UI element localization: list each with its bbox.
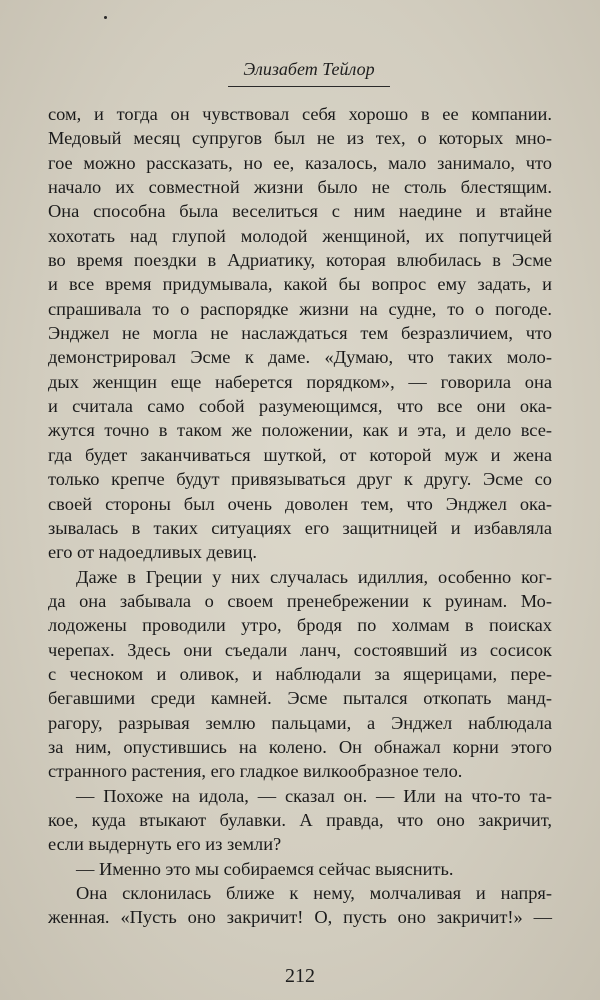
text-line: рагору, разрывая землю пальцами, а Энджел наблюдала xyxy=(48,712,552,733)
text-line: дых женщин еще наберется порядком», — говорила она xyxy=(48,371,552,392)
text-line: если выдернуть его из земли? xyxy=(48,834,282,855)
text-line: Даже в Греции у них случалась идиллия, особенно ког- xyxy=(76,566,552,587)
text-line: бегавшими среди камней. Эсме пытался откопать манд- xyxy=(48,688,552,709)
running-header: Элизабет Тейлор xyxy=(243,59,375,79)
text-line: — Именно это мы собираемся сейчас выяснить. xyxy=(76,858,454,879)
text-line: только крепче будут привязываться друг к другу. Эсме со xyxy=(48,469,552,490)
text-line: зывалась в таких ситуациях его защитницей и избавляла xyxy=(48,517,552,538)
text-line: странного растения, его гладкое вилкообразное тело. xyxy=(48,761,463,782)
text-line: женная. «Пусть оно закричит! О, пусть оно закричит!» — xyxy=(48,907,552,928)
text-line: Она склонилась ближе к нему, молчаливая и напря- xyxy=(76,883,552,903)
text-line: начало их совместной жизни было не столь блестящим. xyxy=(48,177,552,198)
text-line: гда будет заканчиваться шуткой, от которой муж и жена xyxy=(48,444,552,465)
page-number: 212 xyxy=(285,965,315,987)
text-line: лодожены проводили утро, бродя по холмам в поисках xyxy=(48,615,552,636)
text-line: Энджел не могла не наслаждаться тем безразличием, что xyxy=(48,323,552,344)
text-line: гое можно рассказать, но ее, казалось, мало занимало, что xyxy=(48,152,552,173)
text-line: своей стороны был очень доволен тем, что Энджел ока- xyxy=(48,493,552,514)
text-line: за ним, опустившись на колено. Он обнажал корни этого xyxy=(48,736,552,757)
text-line: демонстрировал Эсме к даме. «Думаю, что таких моло- xyxy=(48,347,552,368)
text-line: Медовый месяц супругов был не из тех, о которых мно- xyxy=(48,128,552,149)
text-line: спрашивала то о распорядке жизни на судне, то о погоде. xyxy=(48,298,552,319)
text-line: и считала само собой разумеющимся, что все они ока- xyxy=(48,396,552,417)
text-line: да она забывала о своем пренебрежении к руинам. Мо- xyxy=(48,590,552,611)
text-line: сом, и тогда он чувствовал себя хорошо в ее компании. xyxy=(48,104,552,124)
text-line: во время поездки в Адриатику, которая влюбилась в Эсме xyxy=(48,250,552,271)
text-line: с чесноком и оливок, и наблюдали за ящерицами, пере- xyxy=(48,663,552,684)
text-line: и все время придумывала, какой бы вопрос ему задать, и xyxy=(48,274,552,295)
body-text xyxy=(48,102,552,930)
text-line: кое, куда втыкают булавки. А правда, что оно закричит, xyxy=(48,809,552,830)
text-line: хохотать над глупой молодой женщиной, их попутчицей xyxy=(48,225,552,246)
text-line: черепах. Здесь они съедали ланч, состоявший из сосисок xyxy=(48,639,552,660)
text-line: жутся точно в таком же положении, как и эта, и дело все- xyxy=(48,420,552,441)
text-line: его от надоедливых девиц. xyxy=(48,542,258,563)
header-rule xyxy=(228,86,390,87)
ink-speck xyxy=(104,16,107,19)
text-line: — Похоже на идола, — сказал он. — Или на что-то та- xyxy=(76,785,552,806)
text-line: Она способна была веселиться с ним наедине и втайне xyxy=(48,201,552,222)
